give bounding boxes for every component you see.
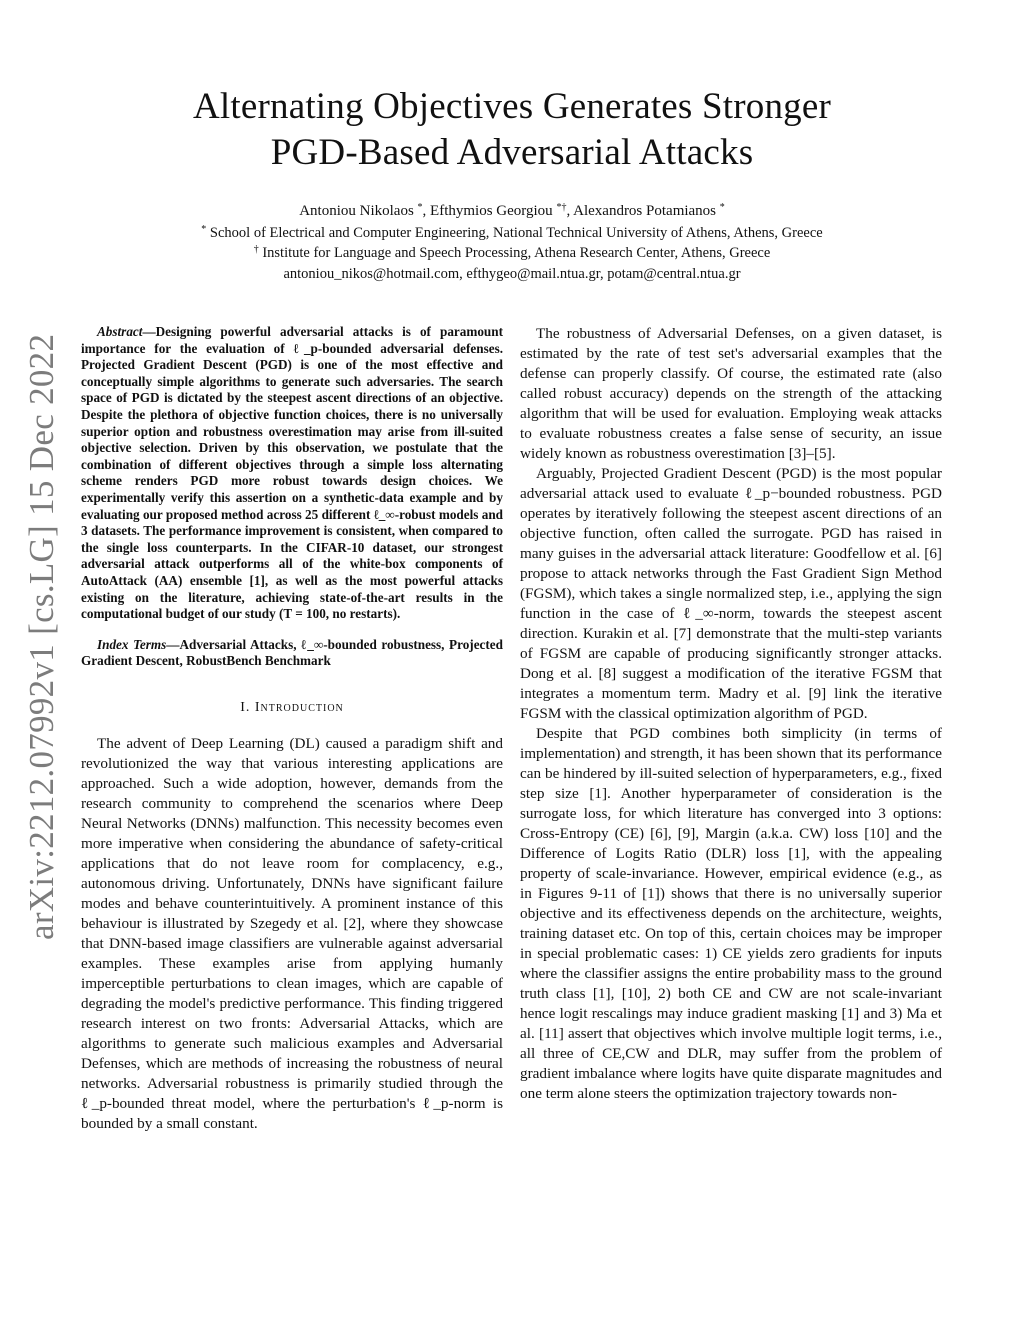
paragraph: The robustness of Adversarial Defenses, on a given dataset, is estimated by the rate of test set's adversarial examples that the defense can properly classify. Of course, the estimated rate (also called robust accuracy) depends on the strength of the attacking algorithm that will be used for evaluation. Employing weak attacks to evaluate robustness creates a false sense of security, an issue widely known as robustness overestimation [3]–[5]. [520, 325, 942, 462]
index-terms [81, 637, 503, 670]
affiliation-text: School of Electrical and Computer Engineering, National Technical University of Athens, Athens, Greece [209, 225, 823, 241]
index-terms-text: —Adversarial Attacks, ℓ_∞-bounded robustness, Projected Gradient Descent, RobustBench Benchmark [81, 636, 503, 669]
section-heading [81, 700, 503, 716]
title-line-1: Alternating Objectives Generates Stronger [192, 86, 831, 127]
abstract [81, 324, 503, 623]
paper-title [0, 84, 1024, 176]
intro-paragraph: The advent of Deep Learning (DL) caused a paradigm shift and revolutionized the way that various interesting applications are approached. Such a wide adoption, however, demands from the research community to comprehend the scenarios where Deep Neural Networks (DNNs) malfunction. This necessity becomes even more imperative when considering the abundance of safety-critical applications that do not leave room for complacency, e.g., autonomous driving. Unfortunately, DNNs have significant failure modes and behave counterintuitively. A prominent instance of this behaviour is illustrated by Szegedy et al. [2], where they showcase that DNN-based image classifiers are vulnerable against adversarial examples. These examples arise from applying humanly imperceptible perturbations to clean images, which are capable of degrading the model's predictive performance. This finding triggered research interest on two fronts: Adversarial Attacks, which are algorithms to generate such malicious examples and Adversarial Defenses, which are methods of increasing the robustness of neural networks. Adversarial robustness is primarily studied through the ℓ_p-bounded threat model, where the perturbation's ℓ_p-norm is bounded by a small constant. [81, 734, 503, 1132]
paragraph: Despite that PGD combines both simplicity (in terms of implementation) and strength, it has been shown that its performance can be hindered by ill-suited selection of hyperparameters, e.g., fixed step size [1]. Another hyperparameter of consideration is the surrogate loss, for which literature has converged into 3 options: Cross-Entropy (CE) [6], [9], Margin (a.k.a. CW) loss [10] and the Difference of Logits Ratio (DLR) loss [1], with the appealing property of scale-invariance. However, empirical evidence (e.g., as in Figures 9-11 of [1]) shows that there is no universally superior objective and its effectiveness depends on the architecture, weights, training dataset etc. On top of this, certain choices may be improper in special problematic cases: 1) CE yields zero gradients for inputs where the classifier assigns the entire probability mass to the ground truth class [1], [10], 2) both CE and CW are not scale-invariant hence logit rescalings may induce gradient masking [1] and 3) Ma et al. [11] assert that objectives which involve multiple logit terms, i.e., all three of CE,CW and DLR, may suffer from the problem of gradient imbalance where logits have quite disparate magnitudes and one term alone steers the optimization trajectory towards non- [520, 725, 942, 1102]
affiliation-mark: * [201, 224, 207, 235]
affiliation-text: Institute for Language and Speech Processing, Athena Research Center, Athens, Greece [262, 245, 771, 261]
author-name: Alexandros Potamianos [573, 203, 717, 219]
index-terms-label: Index Terms [97, 636, 167, 652]
author-mark: * [719, 202, 725, 213]
arxiv-stamp: arXiv:2212.07992v1 [cs.LG] 15 Dec 2022 [22, 333, 61, 940]
author-mark: * [417, 202, 423, 213]
left-column [81, 324, 503, 1134]
author-emails: antoniou_nikos@hotmail.com, efthygeo@mail.ntua.gr, potam@central.ntua.gr [283, 266, 741, 282]
paragraph: Arguably, Projected Gradient Descent (PGD) is the most popular adversarial attack used to evaluate ℓ_p−bounded robustness. PGD operates by iteratively following the steepest ascent directions of an objective function, often called the surrogate. PGD has raised in many guises in the adversarial attack literature: Goodfellow et al. [6] propose to attack networks through the Fast Gradient Sign Method (FGSM), which takes a single normalized step, i.e., applying the sign function in the case of ℓ_∞-norm, towards the steepest ascent direction. Kurakin et al. [7] demonstrate that the multi-step variants of FGSM are capable of producing significantly stronger attacks. Dong et al. [8] suggest a modification of the iterative FGSM that integrates a momentum term. Madry et al. [9] link the iterative FGSM with the classical optimization algorithm of PGD. [520, 465, 942, 722]
title-line-2: PGD-Based Adversarial Attacks [270, 132, 754, 173]
author-name: Antoniou Nikolaos [299, 203, 414, 219]
author-mark: *† [556, 202, 567, 213]
affiliation-2 [0, 245, 1024, 262]
abstract-text: —Designing powerful adversarial attacks is of paramount importance for the evaluation of ℓ_p-bounded adversarial defenses. Projected Gradient Descent (PGD) is one of the most effective and conceptually simple algorithms to generate such adversaries. The search space of PGD is dictated by the steepest ascent directions of an objective. Despite the plethora of objective function choices, there is no universally superior option and robustness overestimation may arise from ill-suited objective selection. Driven by this observation, we postulate that the combination of different objectives through a simple loss alternating scheme renders PGD more robust towards design choices. We experimentally verify this assertion on a synthetic-data example and by evaluating our proposed method across 25 different ℓ_∞-robust models and 3 datasets. The performance improvement is consistent, when compared to the single loss counterparts. In the CIFAR-10 dataset, our strongest adversarial attack outperforms all of the white-box components of AutoAttack (AA) ensemble [1], as well as the most powerful attacks existing on the literature, achieving state-of-the-art results in the computational budget of our study (T = 100, no restarts). [81, 324, 503, 622]
author-name: Efthymios Georgiou [430, 203, 553, 219]
affiliation-1 [0, 225, 1024, 242]
abstract-label: Abstract [97, 324, 143, 339]
author-list: Antoniou Nikolaos *, Efthymios Georgiou *†, Alexandros Potamianos * [299, 202, 725, 219]
affiliation-mark: † [253, 244, 259, 255]
section-number: I. [240, 699, 251, 715]
section-title: Introduction [254, 699, 344, 715]
right-column [520, 324, 942, 1104]
